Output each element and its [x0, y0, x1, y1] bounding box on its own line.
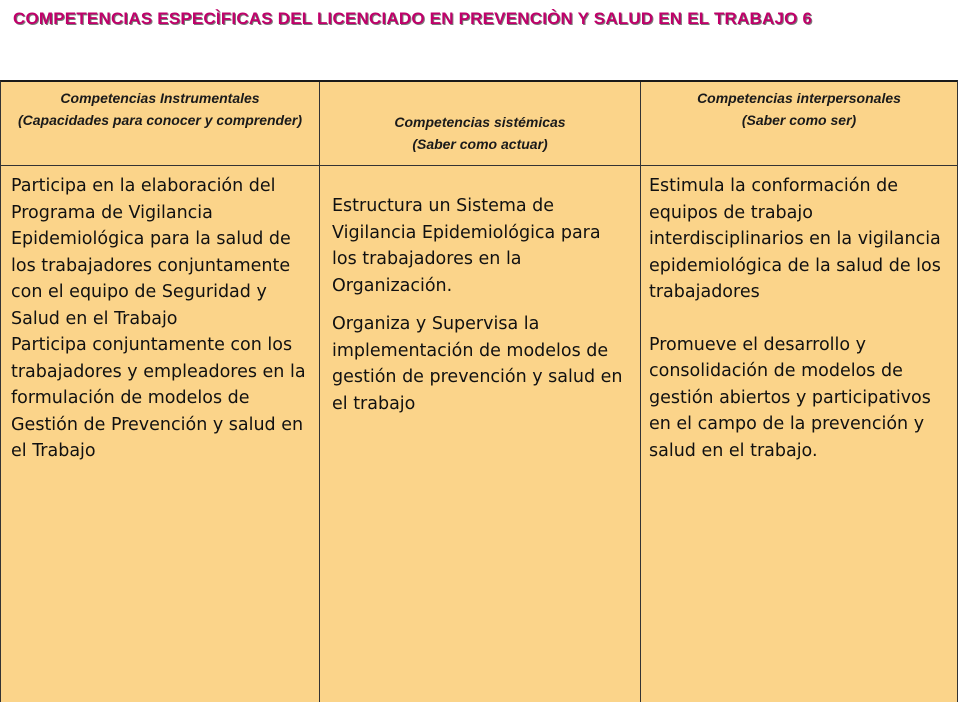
column-header [320, 82, 640, 166]
paragraph: Organiza y Supervisa la implementación de modelos de gestión de prevención y salud en el trabajo [332, 314, 623, 414]
column-instrumentales [1, 82, 320, 702]
column-header [1, 82, 319, 166]
column-subheading: (Saber como ser) [741, 112, 857, 128]
column-body [1, 166, 319, 465]
column-interpersonales [641, 82, 957, 702]
column-sistemicas [320, 82, 641, 702]
paragraph: Participa conjuntamente con los trabajadores y empleadores en la formulación de modelos de Gestión de Prevención y salud en el Trabajo [11, 335, 306, 461]
column-header [641, 82, 957, 166]
competencies-table [0, 80, 958, 702]
column-subheading: (Saber como actuar) [412, 136, 548, 152]
paragraph: Promueve el desarrollo y consolidación de modelos de gestión abiertos y participativos en el campo de la prevención y salud en el trabajo. [649, 334, 931, 461]
column-body [320, 166, 640, 417]
paragraph: Participa en la elaboración del Programa de Vigilancia Epidemiológica para la salud de los trabajadores conjuntamente con el equipo de Seguridad y Salud en el Trabajo [11, 176, 291, 329]
paragraph: Estructura un Sistema de Vigilancia Epidemiológica para los trabajadores en la Organización. [332, 196, 601, 296]
column-subheading: (Capacidades para conocer y comprender) [18, 112, 302, 128]
column-heading: Competencias sistémicas [394, 114, 566, 130]
column-heading: Competencias Instrumentales [60, 90, 260, 106]
column-body [641, 166, 957, 464]
paragraph: Estimula la conformación de equipos de trabajo interdisciplinarios en la vigilancia epidemiológica de la salud de los trabajadores [649, 176, 941, 302]
slide-title: COMPETENCIAS ESPECÌFICAS DEL LICENCIADO EN PREVENCIÒN Y SALUD EN EL TRABAJO 6 [13, 9, 813, 28]
column-heading: Competencias interpersonales [697, 90, 901, 106]
